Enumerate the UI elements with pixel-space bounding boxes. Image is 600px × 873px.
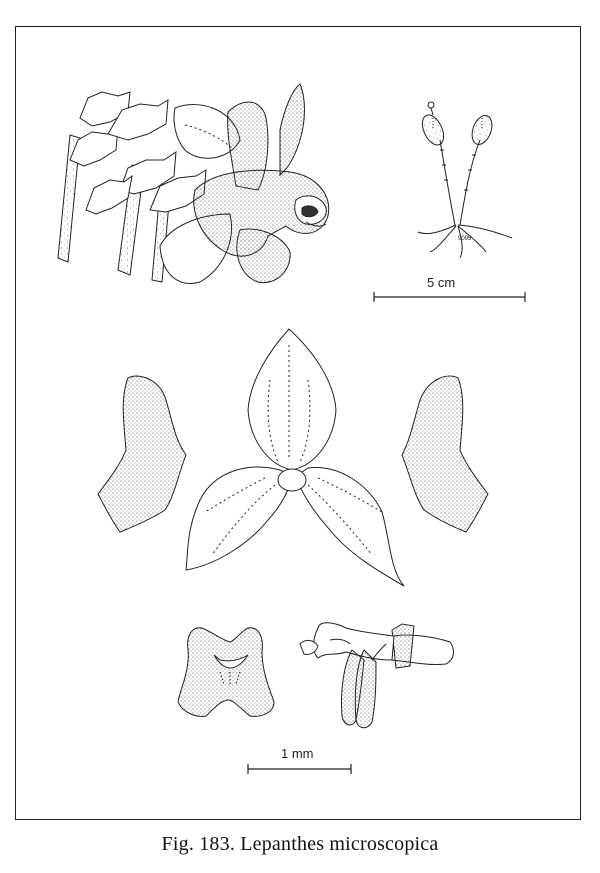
scale-label-5cm: 5 cm bbox=[427, 275, 456, 290]
flowering-stem-drawing bbox=[58, 84, 329, 284]
scale-bar-5cm bbox=[374, 292, 525, 302]
column-drawing bbox=[300, 623, 453, 728]
lip-drawing bbox=[178, 628, 274, 717]
figure-caption: Fig. 183. Lepanthes microscopica bbox=[161, 833, 439, 855]
scale-bar-1mm bbox=[248, 764, 351, 774]
collector-number: 9095 bbox=[458, 236, 472, 242]
sepals-drawing bbox=[186, 329, 404, 586]
scale-label-1mm: 1 mm bbox=[281, 746, 314, 761]
plant-habit-drawing bbox=[418, 102, 512, 258]
